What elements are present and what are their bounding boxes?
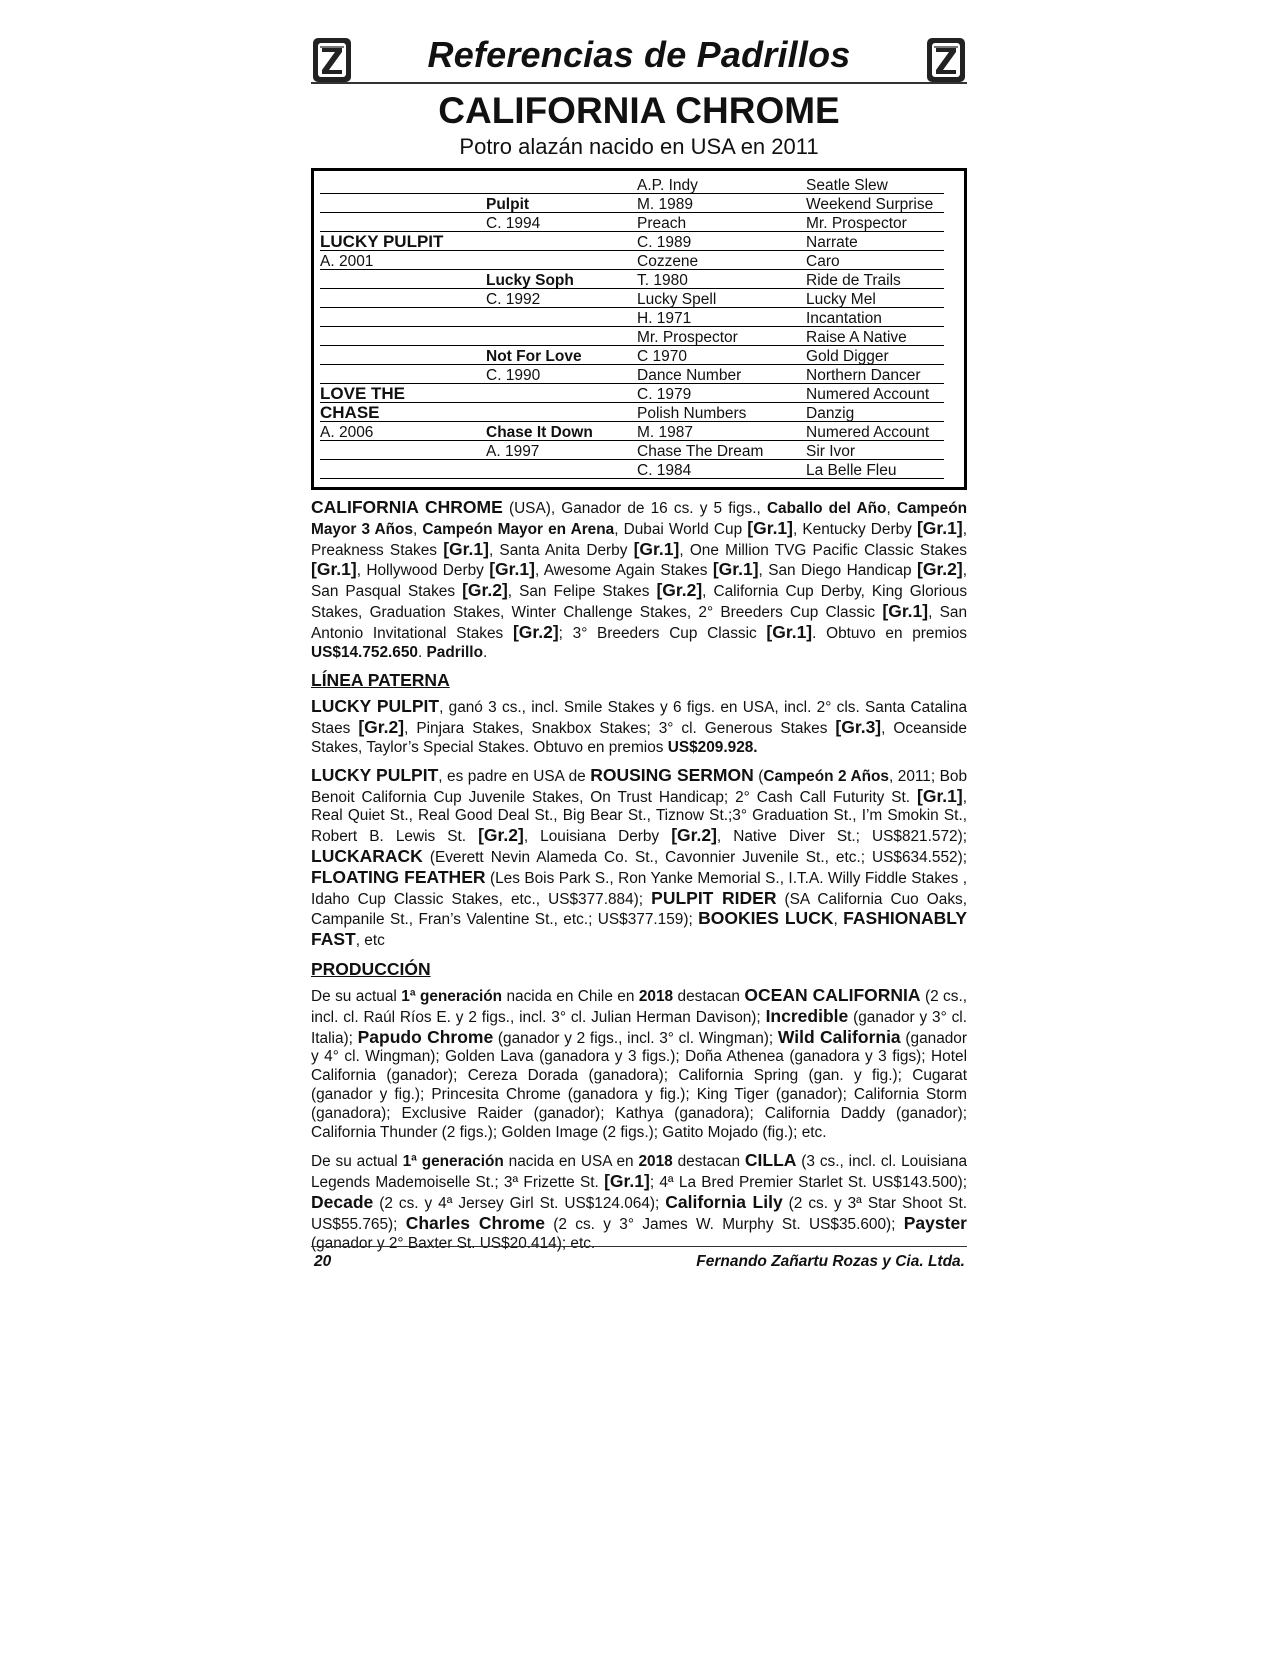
intro-paragraph: CALIFORNIA CHROME (USA), Ganador de 16 cs. y 5 figs., Caballo del Año, Campeón Mayor 3 Años, Campeón Mayor en Arena, Dubai World Cup [Gr.1], Kentucky Derby [Gr.1], Preakness Stakes [Gr.1], Santa Anita Derby [Gr.1], One Million TVG Pacific Classic Stakes [Gr.1], Hollywood Derby [Gr.1], Awesome Again Stakes [Gr.1], San Diego Handicap [Gr.2], San Pasqual Stakes [Gr.2], San Felipe Stakes [Gr.2], California Cup Derby, King Glorious Stakes, Graduation Stakes, Winter Challenge Stakes, 2° Breeders Cup Classic [Gr.1], San Antonio Invitational Stakes [Gr.2]; 3° Breeders Cup Classic [Gr.1]. Obtuvo en premios US$14.752.650. Padrillo. (311, 497, 968, 661)
produccion-paragraph-2: De su actual 1ª generación nacida en USA en 2018 destacan CILLA (3 cs., incl. cl. Louisiana Legends Mademoiselle St.; 3ª Frizette St. [Gr.1]; 4ª La Bred Premier Starlet St. US$143.500); Decade (2 cs. y 4ª Jersey Girl St. US$124.064); California Lily (2 cs. y 3ª Star Shoot St. US$55.765); Charles Chrome (2 cs. y 3° James W. Murphy St. US$35.600); Payster (ganador y 2° Baxter St. US$20.414); etc. (311, 1150, 968, 1252)
pedigree-cell: Sir Ivor (806, 443, 856, 460)
pedigree-cell: M. 1989 (637, 196, 694, 213)
pedigree-cell: T. 1980 (637, 272, 688, 289)
pedigree-cell: Chase It Down (486, 424, 593, 441)
pedigree-cell: LOVE THE (320, 384, 406, 403)
footer-company: Fernando Zañartu Rozas y Cia. Ltda. (696, 1253, 965, 1270)
horse-subtitle: Potro alazán nacido en USA en 2011 (459, 134, 819, 159)
pedigree-cell: CHASE (320, 403, 380, 422)
horse-name: CALIFORNIA CHROME (438, 90, 840, 131)
pedigree-cell: C. 1994 (486, 215, 541, 232)
pedigree-row (320, 364, 944, 384)
pedigree-cell: Danzig (806, 405, 855, 422)
pedigree-cell: Cozzene (637, 253, 699, 270)
linea-paragraph-1: LUCKY PULPIT, ganó 3 cs., incl. Smile Stakes y 6 figs. en USA, incl. 2° cls. Santa Catalina Staes [Gr.2], Pinjara Stakes, Snakbox Stakes; 3° cl. Generous Stakes [Gr.3], Oceanside Stakes, Taylor’s Special Stakes. Obtuvo en premios US$209.928. (311, 696, 967, 756)
pedigree-row (320, 250, 944, 270)
pedigree-cell: Gold Digger (806, 348, 889, 365)
pedigree-cell: M. 1987 (637, 424, 694, 441)
pedigree-row (320, 326, 944, 346)
pedigree-row (320, 459, 944, 479)
pedigree-cell: Seatle Slew (806, 177, 888, 194)
document-page (311, 30, 967, 1253)
section-heading-produccion: PRODUCCIÓN (311, 958, 431, 979)
pedigree-row (320, 231, 944, 251)
pedigree-cell: A. 1997 (486, 443, 540, 460)
pedigree-cell: C. 1992 (486, 291, 541, 308)
pedigree-cell: La Belle Fleu (806, 462, 897, 479)
pedigree-cell: Weekend Surprise (806, 196, 934, 213)
linea-paragraph-2: LUCKY PULPIT, es padre en USA de ROUSING SERMON (Campeón 2 Años, 2011; Bob Benoit California Cup Juvenile Stakes, On Trust Handicap; 2° Cash Call Futurity St. [Gr.1], Real Quiet St., Real Good Deal St., Big Bear St., Tiznow St.;3° Graduation St., I’m Smokin St., Robert B. Lewis St. [Gr.2], Louisiana Derby [Gr.2], Native Diver St.; US$821.572); LUCKARACK (Everett Nevin Alameda Co. St., Cavonnier Juvenile St., etc.; US$634.552); FLOATING FEATHER (Les Bois Park S., Ron Yanke Memorial S., I.T.A. Willy Fiddle Stakes , Idaho Cup Classic Stakes, etc., US$377.884); PULPIT RIDER (SA California Cuo Oaks, Campanile St., Fran’s Valentine St., etc.; US$377.159); BOOKIES LUCK, FASHIONABLY FAST, etc (311, 764, 968, 950)
pedigree-cell: C. 1984 (637, 462, 692, 479)
pedigree-row (320, 383, 944, 403)
pedigree-cell: Mr. Prospector (637, 329, 738, 346)
pedigree-row (320, 421, 944, 441)
pedigree-cell: Incantation (806, 310, 882, 327)
pedigree-cell: Northern Dancer (806, 367, 921, 384)
pedigree-cell: C. 1989 (637, 234, 692, 251)
pedigree-cell: C. 1990 (486, 367, 541, 384)
pedigree-row (320, 288, 944, 308)
page-number: 20 (314, 1253, 332, 1270)
section-heading-linea-paterna: LÍNEA PATERNA (311, 670, 450, 691)
pedigree-cell: Numered Account (806, 424, 930, 441)
pedigree-cell: Numered Account (806, 386, 930, 403)
pedigree-cell: C. 1979 (637, 386, 692, 403)
pedigree-row (320, 440, 944, 460)
pedigree-cell: Narrate (806, 234, 858, 251)
pedigree-cell: Lucky Soph (486, 272, 574, 289)
pedigree-row (320, 174, 944, 194)
pedigree-row (320, 212, 944, 232)
page-footer (311, 1246, 967, 1270)
pedigree-cell: Dance Number (637, 367, 742, 384)
header-title: Referencias de Padrillos (427, 34, 851, 75)
pedigree-cell: Lucky Mel (806, 291, 876, 308)
page-header (311, 30, 967, 86)
pedigree-row (320, 193, 944, 213)
pedigree-cell: C 1970 (637, 348, 687, 365)
pedigree-row (320, 345, 944, 365)
pedigree-cell: Lucky Spell (637, 291, 717, 308)
pedigree-cell: H. 1971 (637, 310, 692, 327)
pedigree-cell: Chase The Dream (637, 443, 764, 460)
pedigree-cell: Caro (806, 253, 840, 270)
pedigree-table (311, 168, 967, 490)
pedigree-cell: Raise A Native (806, 329, 907, 346)
pedigree-cell: Pulpit (486, 196, 530, 213)
pedigree-cell: Mr. Prospector (806, 215, 907, 232)
pedigree-cell: A. 2006 (320, 424, 374, 441)
pedigree-cell: Polish Numbers (637, 405, 747, 422)
pedigree-row (320, 269, 944, 289)
zanartu-shield-logo-icon (925, 36, 967, 84)
pedigree-cell: A. 2001 (320, 253, 374, 270)
pedigree-cell: LUCKY PULPIT (320, 232, 444, 251)
pedigree-cell: Preach (637, 215, 687, 232)
header-rule (311, 82, 967, 84)
pedigree-cell: Ride de Trails (806, 272, 901, 289)
produccion-paragraph-1: De su actual 1ª generación nacida en Chile en 2018 destacan OCEAN CALIFORNIA (2 cs., incl. cl. Raúl Ríos E. y 2 figs., incl. 3° cl. Julian Herman Davison); Incredible (ganador y 3° cl. Italia); Papudo Chrome (ganador y 2 figs., incl. 3° cl. Wingman); Wild California (ganador y 4° cl. Wingman); Golden Lava (ganadora y 3 figs.); Doña Athenea (ganadora y 3 figs); Hotel California (ganador); Cereza Dorada (ganadora); California Spring (gan. y fig.); Cugarat (ganador y fig.); Princesita Chrome (ganadora y fig.); King Tiger (ganador); California Storm (ganadora); Exclusive Raider (ganador); Kathya (ganadora); California Daddy (ganador); California Thunder (2 figs.); Golden Image (2 figs.); Gatito Mojado (fig.); etc. (311, 984, 968, 1141)
pedigree-cell: A.P. Indy (637, 177, 698, 194)
pedigree-row (320, 402, 944, 422)
pedigree-cell: Not For Love (486, 348, 582, 365)
pedigree-row (320, 307, 944, 327)
